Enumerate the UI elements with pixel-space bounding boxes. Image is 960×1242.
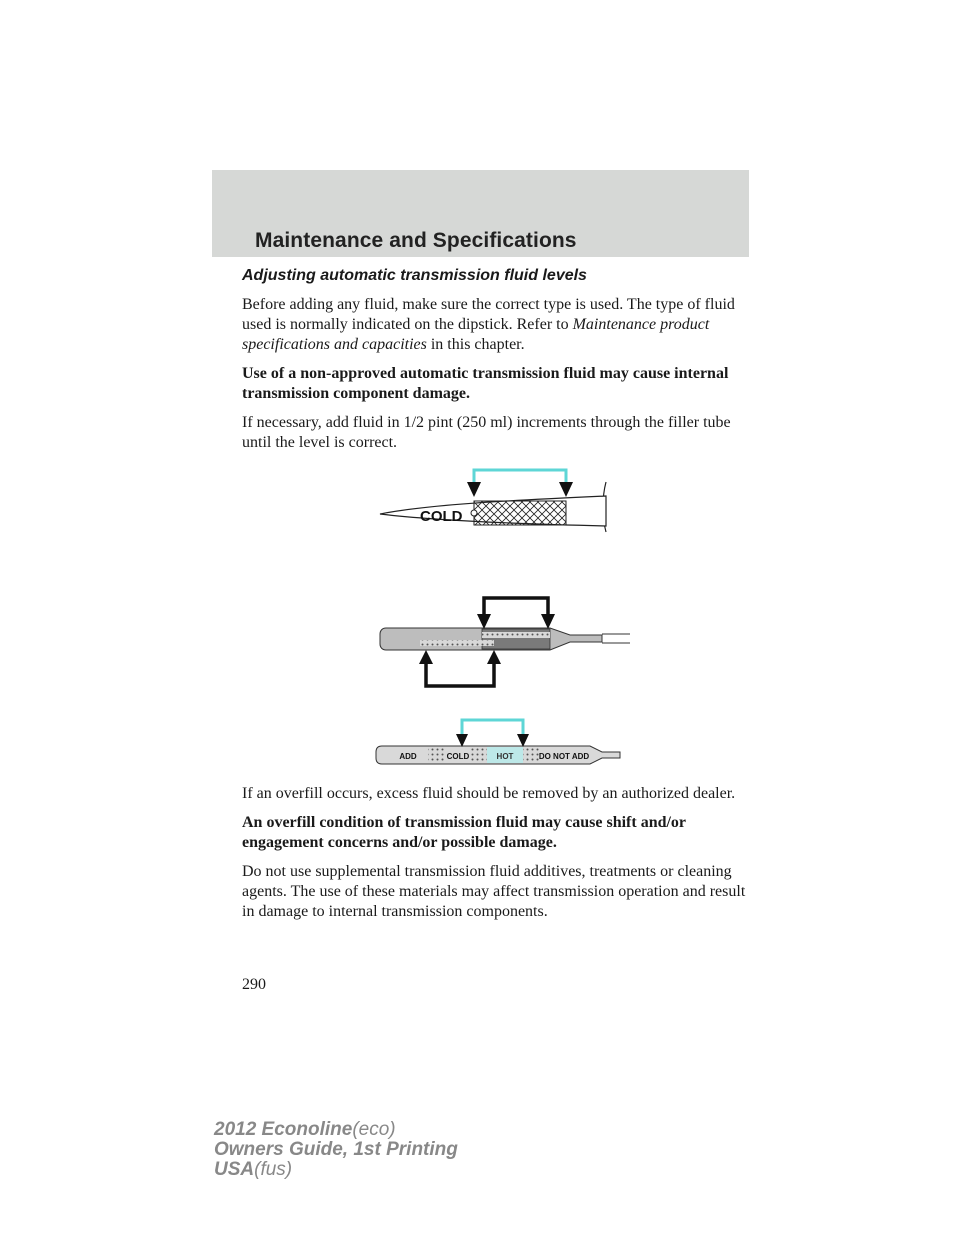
dipstick-cold-label: COLD xyxy=(420,508,463,525)
dipstick-figure xyxy=(370,462,630,772)
dipstick-cold xyxy=(380,470,606,532)
paragraph-additives: Do not use supplemental transmission fluid additives, treatments or cleaning agents. The use of these materials may affect transmission operation and result in damage to internal transmission components. xyxy=(242,863,746,920)
page-title: Maintenance and Specifications xyxy=(255,229,577,252)
page-number: 290 xyxy=(242,976,266,993)
warning-overfill: An overfill condition of transmission fluid may cause shift and/or engagement concerns and/or possible damage. xyxy=(242,814,686,851)
warning-non-approved-fluid: Use of a non-approved automatic transmission fluid may cause internal transmission component damage. xyxy=(242,365,729,402)
paragraph-text: in this chapter. xyxy=(426,336,525,353)
section-heading: Adjusting automatic transmission fluid levels xyxy=(242,267,587,284)
main-content xyxy=(242,266,752,453)
dipstick-labeled xyxy=(376,720,620,764)
document-footer xyxy=(214,1120,458,1180)
dipstick-dual-range xyxy=(380,598,630,686)
dipstick-label-hot: HOT xyxy=(496,752,514,761)
footer-line-3: USA(fus) xyxy=(214,1159,293,1180)
paragraph-text: Before adding any fluid, make sure the correct type is used. The type of fluid used is normally indicated on the dipstick. Refer to xyxy=(242,296,735,333)
lower-content xyxy=(242,784,752,922)
dipstick-label-add: ADD xyxy=(399,752,417,761)
cross-reference: Maintenance product specifications and capacities xyxy=(242,316,710,353)
paragraph-fluid-type xyxy=(242,295,752,355)
dipstick-label-cold: COLD xyxy=(446,752,470,761)
paragraph-overfill: If an overfill occurs, excess fluid should be removed by an authorized dealer. xyxy=(242,785,736,802)
footer-line-1: 2012 Econoline(eco) xyxy=(214,1119,396,1140)
dipstick-label-do-not-add: DO NOT ADD xyxy=(538,752,590,761)
footer-line-2: Owners Guide, 1st Printing xyxy=(214,1139,458,1160)
paragraph-add-fluid: If necessary, add fluid in 1/2 pint (250 ml) increments through the filler tube until the level is correct. xyxy=(242,414,731,451)
